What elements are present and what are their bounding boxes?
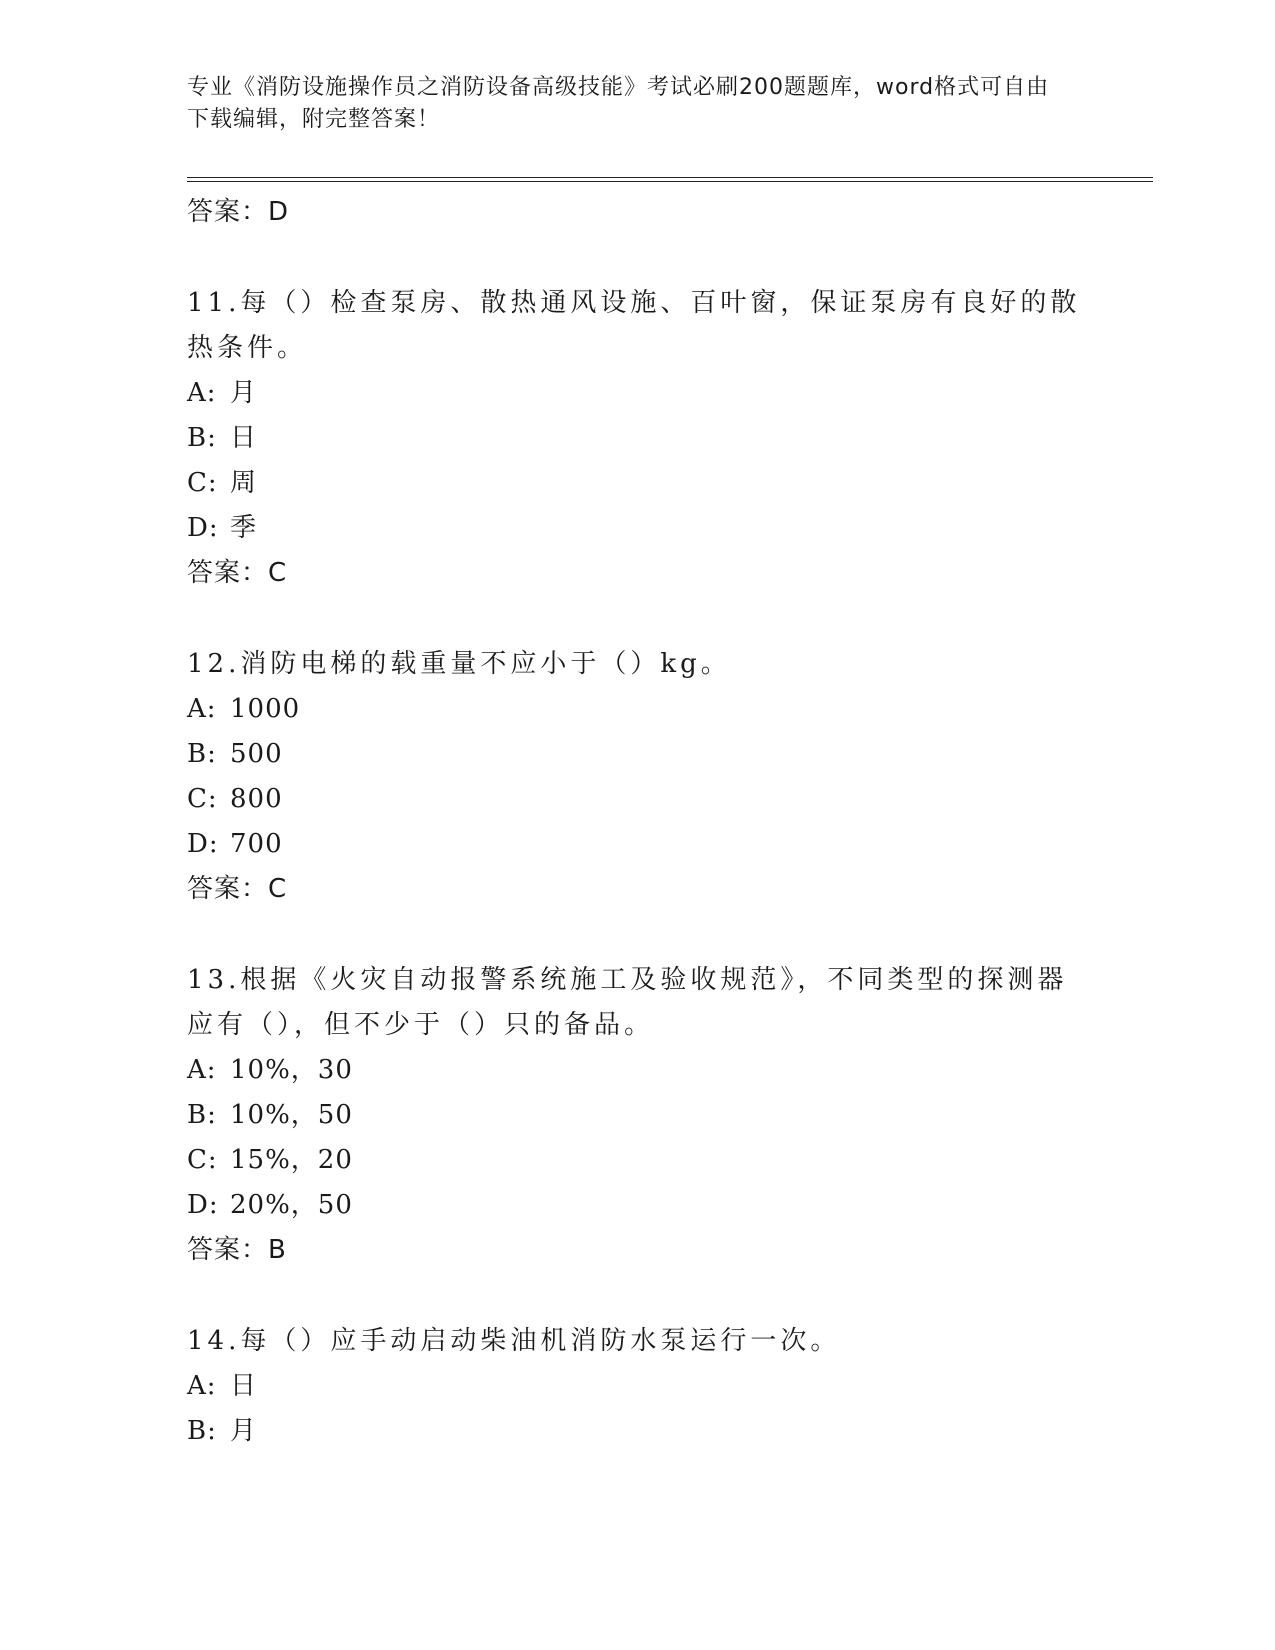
question-text: 14.每（）应手动启动柴油机消防水泵运行一次。 (187, 1326, 841, 1356)
option-key: A: (187, 694, 217, 724)
option-key: D: (187, 513, 219, 543)
answer-value: C (268, 874, 288, 904)
header-title: 专业《消防设施操作员之消防设备高级技能》考试必刷200题题库，word格式可自由下载编辑，附完整答案！ (187, 75, 1050, 132)
question-text: 12.消防电梯的载重量不应小于（）kg。 (187, 649, 731, 679)
option-key: C: (187, 1145, 218, 1175)
option-b (187, 1409, 1087, 1454)
answer-line (187, 867, 1087, 912)
answer-value: B (268, 1235, 287, 1265)
option-a (187, 371, 1087, 416)
option-b (187, 416, 1087, 461)
page-header (187, 72, 1067, 136)
option-key: C: (187, 468, 218, 498)
option-value: 15%，20 (230, 1145, 353, 1175)
document-body (187, 190, 1087, 1454)
option-key: B: (187, 423, 217, 453)
option-value: 700 (230, 829, 283, 859)
option-value: 月 (230, 1416, 258, 1446)
option-value: 500 (230, 739, 283, 769)
question-12 (187, 642, 1087, 912)
option-value: 1000 (230, 694, 301, 724)
option-b (187, 732, 1087, 777)
option-key: A: (187, 1371, 217, 1401)
question-13 (187, 958, 1087, 1273)
option-c (187, 461, 1087, 506)
option-d (187, 1183, 1087, 1228)
option-key: A: (187, 1055, 217, 1085)
answer-value: D (268, 197, 290, 227)
option-value: 10%，50 (230, 1100, 353, 1130)
answer-line (187, 551, 1087, 596)
question-14 (187, 1319, 1087, 1454)
answer-value: C (268, 558, 288, 588)
option-b (187, 1093, 1087, 1138)
option-c (187, 1138, 1087, 1183)
option-key: B: (187, 1100, 217, 1130)
option-d (187, 506, 1087, 551)
question-11 (187, 281, 1087, 596)
header-divider (187, 177, 1153, 182)
option-a (187, 1048, 1087, 1093)
question-text: 13.根据《火灾自动报警系统施工及验收规范》，不同类型的探测器应有（），但不少于（）只的备品。 (187, 965, 1068, 1040)
option-a (187, 1364, 1087, 1409)
answer-label: 答案： (187, 197, 269, 227)
answer-label: 答案： (187, 1235, 269, 1265)
option-key: D: (187, 829, 219, 859)
option-key: D: (187, 1190, 219, 1220)
option-value: 日 (230, 423, 258, 453)
option-key: C: (187, 784, 218, 814)
answer-label: 答案： (187, 558, 269, 588)
option-key: B: (187, 1416, 217, 1446)
option-value: 周 (230, 468, 258, 498)
option-value: 月 (230, 378, 258, 408)
option-value: 季 (230, 513, 258, 543)
answer-line (187, 190, 1087, 235)
option-a (187, 687, 1087, 732)
option-value: 10%，30 (230, 1055, 353, 1085)
option-key: A: (187, 378, 217, 408)
option-value: 800 (230, 784, 283, 814)
option-value: 20%，50 (230, 1190, 353, 1220)
option-value: 日 (230, 1371, 258, 1401)
answer-line (187, 1228, 1087, 1273)
option-c (187, 777, 1087, 822)
option-d (187, 822, 1087, 867)
answer-label: 答案： (187, 874, 269, 904)
question-text: 11.每（）检查泵房、散热通风设施、百叶窗，保证泵房有良好的散热条件。 (187, 288, 1081, 363)
option-key: B: (187, 739, 217, 769)
